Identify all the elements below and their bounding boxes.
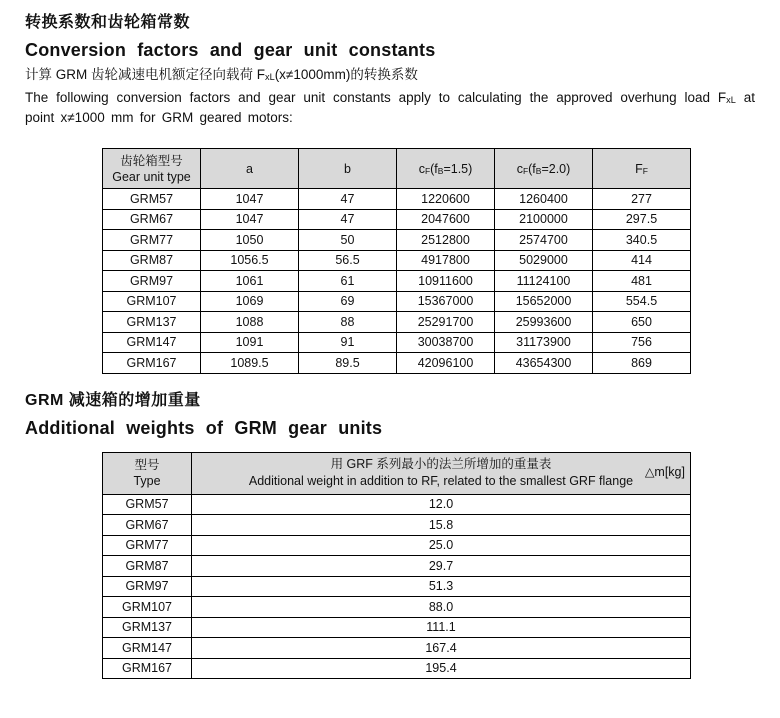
value-cell: 25993600 <box>495 312 593 333</box>
model-cell: GRM167 <box>103 658 192 679</box>
value-cell: 195.4 <box>192 658 691 679</box>
table-row <box>103 250 691 271</box>
header-b: b <box>299 149 397 189</box>
model-cell: GRM77 <box>103 230 201 251</box>
value-cell: 29.7 <box>192 556 691 577</box>
value-cell: 4917800 <box>397 250 495 271</box>
value-cell: 2512800 <box>397 230 495 251</box>
value-cell: 414 <box>593 250 691 271</box>
value-cell: 756 <box>593 332 691 353</box>
value-cell: 1069 <box>201 291 299 312</box>
value-cell: 88 <box>299 312 397 333</box>
value-cell: 111.1 <box>192 617 691 638</box>
header-gear-unit-type-en: Gear unit type <box>112 169 191 184</box>
table-row <box>103 617 691 638</box>
value-cell: 2574700 <box>495 230 593 251</box>
value-cell: 47 <box>299 189 397 210</box>
table-row <box>103 271 691 292</box>
header-additional-weight <box>192 452 691 494</box>
header-type <box>103 452 192 494</box>
header-type-zh: 型号 <box>134 458 160 472</box>
table-row <box>103 332 691 353</box>
value-cell: 1047 <box>201 189 299 210</box>
value-cell: 2047600 <box>397 209 495 230</box>
table-row <box>103 494 691 515</box>
table-row <box>103 312 691 333</box>
table-row <box>103 353 691 374</box>
value-cell: 51.3 <box>192 576 691 597</box>
value-cell: 1091 <box>201 332 299 353</box>
model-cell: GRM137 <box>103 617 192 638</box>
value-cell: 1061 <box>201 271 299 292</box>
value-cell: 56.5 <box>299 250 397 271</box>
value-cell: 11124100 <box>495 271 593 292</box>
header-gear-unit-type <box>103 149 201 189</box>
model-cell: GRM107 <box>103 597 192 618</box>
model-cell: GRM87 <box>103 250 201 271</box>
additional-weights-table-body <box>103 494 691 679</box>
value-cell: 91 <box>299 332 397 353</box>
value-cell: 1260400 <box>495 189 593 210</box>
table-row <box>103 189 691 210</box>
header-additional-weight-lines <box>192 456 690 490</box>
header-additional-weight-en: Additional weight in addition to RF, related to the smallest GRF flange <box>248 474 634 488</box>
value-cell: 15367000 <box>397 291 495 312</box>
value-cell: 1088 <box>201 312 299 333</box>
additional-weights-table <box>102 452 691 680</box>
value-cell: 89.5 <box>299 353 397 374</box>
header-gear-unit-type-zh: 齿轮箱型号 <box>120 153 183 168</box>
conversion-factors-table-body <box>103 189 691 374</box>
value-cell: 15.8 <box>192 515 691 536</box>
unit-delta-m-kg: △m[kg] <box>644 464 685 479</box>
section1-title-zh: 转换系数和齿轮箱常数 <box>25 14 191 31</box>
value-cell: 15652000 <box>495 291 593 312</box>
value-cell: 30038700 <box>397 332 495 353</box>
value-cell: 1047 <box>201 209 299 230</box>
section2-title-en: Additional weights of GRM gear units <box>25 417 383 438</box>
table-row <box>103 535 691 556</box>
value-cell: 47 <box>299 209 397 230</box>
value-cell: 42096100 <box>397 353 495 374</box>
value-cell: 69 <box>299 291 397 312</box>
table-row <box>103 230 691 251</box>
conversion-factors-table <box>102 148 691 374</box>
model-cell: GRM67 <box>103 209 201 230</box>
table-row <box>103 515 691 536</box>
table-row <box>103 556 691 577</box>
value-cell: 1050 <box>201 230 299 251</box>
header-type-en: Type <box>133 474 161 488</box>
model-cell: GRM147 <box>103 332 201 353</box>
section-additional-weights <box>0 391 780 680</box>
value-cell: 554.5 <box>593 291 691 312</box>
header-cf-fb20: $c_F(f_B=2.0)$ <box>495 149 593 189</box>
model-cell: GRM77 <box>103 535 192 556</box>
model-cell: GRM137 <box>103 312 201 333</box>
value-cell: 297.5 <box>593 209 691 230</box>
additional-weights-table-header <box>103 452 691 494</box>
model-cell: GRM107 <box>103 291 201 312</box>
header-additional-weight-zh: 用 GRF 系列最小的法兰所增加的重量表 <box>330 457 552 471</box>
value-cell: 25.0 <box>192 535 691 556</box>
value-cell: 650 <box>593 312 691 333</box>
value-cell: 50 <box>299 230 397 251</box>
value-cell: 10911600 <box>397 271 495 292</box>
model-cell: GRM147 <box>103 638 192 659</box>
value-cell: 1220600 <box>397 189 495 210</box>
value-cell: 12.0 <box>192 494 691 515</box>
header-a: a <box>201 149 299 189</box>
value-cell: 167.4 <box>192 638 691 659</box>
value-cell: 481 <box>593 271 691 292</box>
value-cell: 5029000 <box>495 250 593 271</box>
model-cell: GRM97 <box>103 576 192 597</box>
model-cell: GRM57 <box>103 494 192 515</box>
value-cell: 1056.5 <box>201 250 299 271</box>
model-cell: GRM57 <box>103 189 201 210</box>
value-cell: 31173900 <box>495 332 593 353</box>
table-row <box>103 638 691 659</box>
header-cf-fb15: $c_F(f_B=1.5)$ <box>397 149 495 189</box>
section1-intro-zh: 计算 GRM 齿轮减速电机额定径向载荷 $F_{xL}(x\ne 1000mm)$的转换系数 <box>25 67 418 83</box>
value-cell: 61 <box>299 271 397 292</box>
value-cell: 277 <box>593 189 691 210</box>
section1-title-en: Conversion factors and gear unit constants <box>25 40 436 60</box>
table-row <box>103 597 691 618</box>
model-cell: GRM97 <box>103 271 201 292</box>
value-cell: 340.5 <box>593 230 691 251</box>
model-cell: GRM167 <box>103 353 201 374</box>
table-row <box>103 209 691 230</box>
value-cell: 869 <box>593 353 691 374</box>
value-cell: 43654300 <box>495 353 593 374</box>
header-ff: $F_F$ <box>593 149 691 189</box>
value-cell: 1089.5 <box>201 353 299 374</box>
conversion-factors-table-header <box>103 149 691 189</box>
header-row <box>103 149 691 189</box>
model-cell: GRM67 <box>103 515 192 536</box>
table-row <box>103 658 691 679</box>
table-row <box>103 576 691 597</box>
section1-intro-en: The following conversion factors and gear unit constants apply to calculating the approved overhung load $F_{xL}$ at point x≠1000 mm for GRM geared motors: <box>25 90 755 125</box>
model-cell: GRM87 <box>103 556 192 577</box>
value-cell: 25291700 <box>397 312 495 333</box>
value-cell: 88.0 <box>192 597 691 618</box>
section2-title-zh: GRM 减速箱的增加重量 <box>25 391 201 409</box>
value-cell: 2100000 <box>495 209 593 230</box>
table-row <box>103 291 691 312</box>
header-row <box>103 452 691 494</box>
